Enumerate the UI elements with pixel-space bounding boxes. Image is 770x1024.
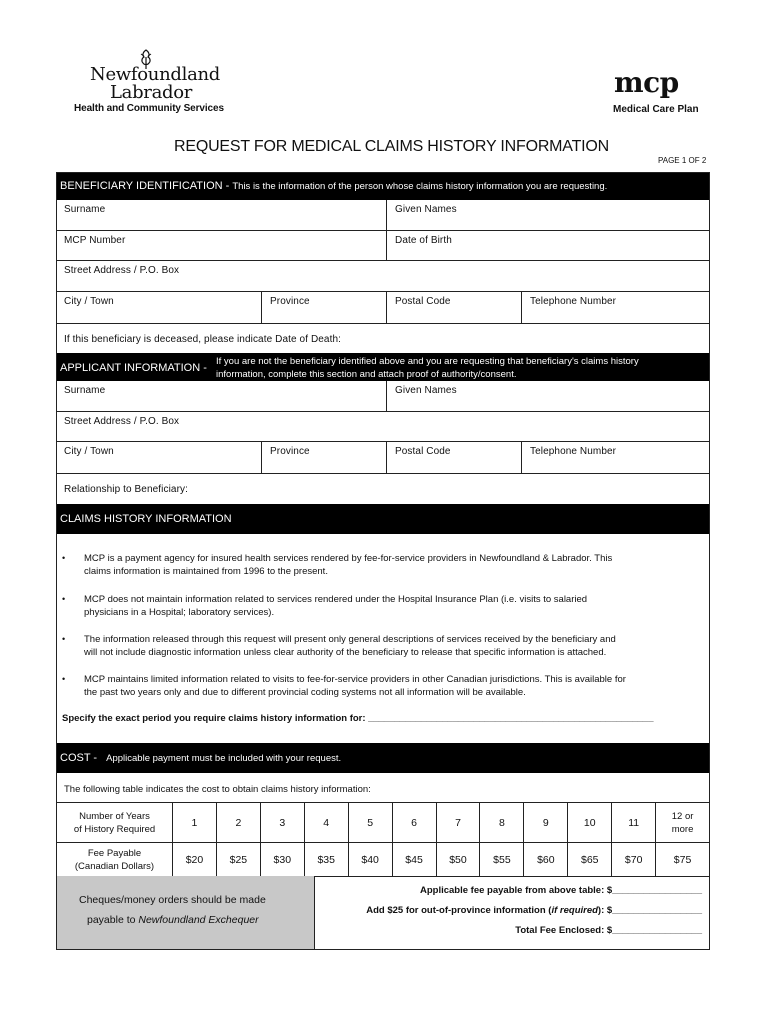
applicant-relationship-label: Relationship to Beneficiary: [64, 484, 188, 495]
year-cell: 7 [436, 803, 480, 843]
bullet-marker: • [62, 594, 66, 604]
nl-logo-line1: Newfoundland [90, 64, 221, 85]
document-title: REQUEST FOR MEDICAL CLAIMS HISTORY INFORMATION [174, 138, 610, 155]
applicable-fee-field[interactable]: Applicable fee payable from above table: $_________________ [420, 885, 702, 896]
oop-suffix: ): $_________________ [597, 905, 702, 916]
nl-logo-line2: Labrador [110, 82, 193, 103]
applicant-postal-code-label: Postal Code [395, 446, 451, 457]
applicant-province-label: Province [270, 446, 310, 457]
bullet-text: the past two years only and due to different provincial coding systems not all information will be available. [84, 687, 526, 698]
beneficiary-date-of-birth-label: Date of Birth [395, 235, 452, 246]
cheque-line2 [87, 914, 259, 926]
fee-cell: $65 [568, 843, 612, 877]
beneficiary-postal-code-label: Postal Code [395, 296, 451, 307]
fee-cell: $55 [480, 843, 524, 877]
fee-cell: $60 [524, 843, 568, 877]
beneficiary-street-address-field[interactable] [56, 261, 710, 291]
fee-cell: $50 [436, 843, 480, 877]
page-number: PAGE 1 OF 2 [658, 156, 707, 165]
fee-cell: $35 [304, 843, 348, 877]
year-cell: 4 [304, 803, 348, 843]
applicant-heading-sub [216, 355, 639, 381]
table-row [57, 803, 710, 843]
applicant-given-names-label: Given Names [395, 385, 457, 396]
cost-table [56, 802, 710, 877]
applicant-row-address [56, 412, 710, 442]
year-cell: 6 [392, 803, 436, 843]
year-last-line1: 12 or [671, 810, 694, 822]
fee-cell: $20 [173, 843, 217, 877]
applicant-row-relationship[interactable] [56, 474, 710, 504]
bullet-text: MCP does not maintain information related to services rendered under the Hospital Insurance Plan (i.e. visits to salaried [84, 594, 588, 605]
beneficiary-street-address-label: Street Address / P.O. Box [64, 265, 180, 276]
years-label-line2: of History Required [73, 823, 156, 835]
claims-heading-bar [56, 504, 710, 534]
beneficiary-given-names-field[interactable] [386, 200, 710, 230]
bullet-marker: • [62, 553, 66, 563]
year-last-line2: more [671, 823, 694, 835]
beneficiary-telephone-label: Telephone Number [530, 296, 617, 307]
applicant-given-names-field[interactable] [386, 381, 710, 411]
fee-cell: $70 [612, 843, 656, 877]
year-cell: 9 [524, 803, 568, 843]
mcp-logo: mcp [614, 66, 679, 99]
bullet-text: will not include diagnostic information unless clear authority of the beneficiary to release that specific information is attached. [84, 647, 607, 658]
applicant-telephone-label: Telephone Number [530, 446, 617, 457]
applicant-row-city [56, 442, 710, 474]
year-cell: 10 [568, 803, 612, 843]
fee-label-line1: Fee Payable [87, 847, 142, 859]
applicant-street-address-field[interactable] [56, 412, 710, 441]
fee-cell: $45 [392, 843, 436, 877]
beneficiary-postal-code-field[interactable] [386, 292, 521, 323]
fee-cell: $75 [656, 843, 710, 877]
bullet-text: MCP maintains limited information related to visits to fee-for-service providers in other Canadian jurisdictions. This is available for [84, 674, 626, 685]
year-cell: 11 [612, 803, 656, 843]
table-row [57, 843, 710, 877]
applicant-street-address-label: Street Address / P.O. Box [64, 416, 180, 427]
beneficiary-surname-label: Surname [64, 204, 106, 215]
cost-heading-sub: Applicable payment must be included with your request. [106, 753, 342, 764]
applicant-heading-sub-line2: information, complete this section and attach proof of authority/consent. [216, 369, 517, 380]
bullet-text: The information released through this request will present only general descriptions of services received by the beneficiary and [84, 634, 616, 645]
beneficiary-row-city [56, 292, 710, 324]
beneficiary-row-deceased[interactable] [56, 324, 710, 353]
applicant-telephone-field[interactable] [521, 442, 710, 473]
total-fee-field[interactable]: Total Fee Enclosed: $_________________ [515, 925, 702, 936]
applicant-row-names [56, 381, 710, 412]
out-of-province-fee-field[interactable] [366, 905, 702, 916]
cost-intro: The following table indicates the cost to obtain claims history information: [64, 784, 371, 795]
beneficiary-heading: BENEFICIARY IDENTIFICATION - [60, 180, 233, 192]
years-label-cell [57, 803, 173, 843]
fee-label-line2: (Canadian Dollars) [74, 860, 155, 872]
beneficiary-heading-sub: This is the information of the person whose claims history information you are requesting. [232, 181, 608, 192]
beneficiary-province-field[interactable] [261, 292, 386, 323]
applicant-city-label: City / Town [64, 446, 114, 457]
applicant-heading-sub-line1: If you are not the beneficiary identified above and you are requesting that beneficiary's claims history [216, 356, 639, 367]
years-label-line1: Number of Years [79, 810, 150, 822]
beneficiary-city-label: City / Town [64, 296, 114, 307]
mcp-name: Medical Care Plan [613, 104, 699, 115]
applicant-heading-bar [56, 353, 710, 381]
fee-label-cell [57, 843, 173, 877]
fee-cell: $25 [216, 843, 260, 877]
beneficiary-mcp-number-field[interactable] [56, 231, 386, 260]
year-cell: 2 [216, 803, 260, 843]
year-cell: 8 [480, 803, 524, 843]
cost-heading: COST - [60, 752, 101, 764]
bullet-text: physicians in a Hospital; laboratory services). [84, 607, 275, 618]
applicant-heading: APPLICANT INFORMATION - [60, 362, 207, 374]
bullet-text: MCP is a payment agency for insured health services rendered by fee-for-service providers in Newfoundland & Labrador. This [84, 553, 613, 564]
beneficiary-deceased-label: If this beneficiary is deceased, please indicate Date of Death: [64, 334, 342, 345]
beneficiary-province-label: Province [270, 296, 310, 307]
cheque-instructions [57, 876, 315, 949]
oop-prefix: Add $25 for out-of-province information ( [366, 905, 552, 916]
beneficiary-heading-bar [56, 172, 710, 200]
bullet-marker: • [62, 634, 66, 644]
beneficiary-date-of-birth-field[interactable] [386, 231, 710, 260]
applicant-postal-code-field[interactable] [386, 442, 521, 473]
cost-heading-bar [56, 743, 710, 773]
specify-period-field[interactable]: Specify the exact period you require claims history information for: ______________________________________________________ [62, 713, 654, 724]
year-cell: 3 [260, 803, 304, 843]
oop-italic: if required [551, 905, 598, 916]
department-name: Health and Community Services [74, 103, 224, 114]
fee-cell: $30 [260, 843, 304, 877]
year-cell: 1 [173, 803, 217, 843]
beneficiary-city-field[interactable] [56, 292, 261, 323]
bullet-marker: • [62, 674, 66, 684]
year-cell-last [656, 803, 710, 843]
applicant-city-field[interactable] [56, 442, 261, 473]
beneficiary-given-names-label: Given Names [395, 204, 457, 215]
fee-cell: $40 [348, 843, 392, 877]
beneficiary-mcp-number-label: MCP Number [64, 235, 126, 246]
cheque-payee: Newfoundland Exchequer [138, 914, 259, 926]
claims-heading: CLAIMS HISTORY INFORMATION [60, 513, 232, 525]
beneficiary-telephone-field[interactable] [521, 292, 710, 323]
bullet-text: claims information is maintained from 1996 to the present. [84, 566, 328, 577]
applicant-province-field[interactable] [261, 442, 386, 473]
cheque-line1: Cheques/money orders should be made [79, 894, 266, 906]
applicant-surname-field[interactable] [56, 381, 386, 411]
beneficiary-row-address [56, 261, 710, 292]
applicant-surname-label: Surname [64, 385, 106, 396]
beneficiary-row-names [56, 200, 710, 231]
beneficiary-row-mcp [56, 231, 710, 261]
year-cell: 5 [348, 803, 392, 843]
cheque-line2-prefix: payable to [87, 914, 139, 926]
beneficiary-surname-field[interactable] [56, 200, 386, 230]
